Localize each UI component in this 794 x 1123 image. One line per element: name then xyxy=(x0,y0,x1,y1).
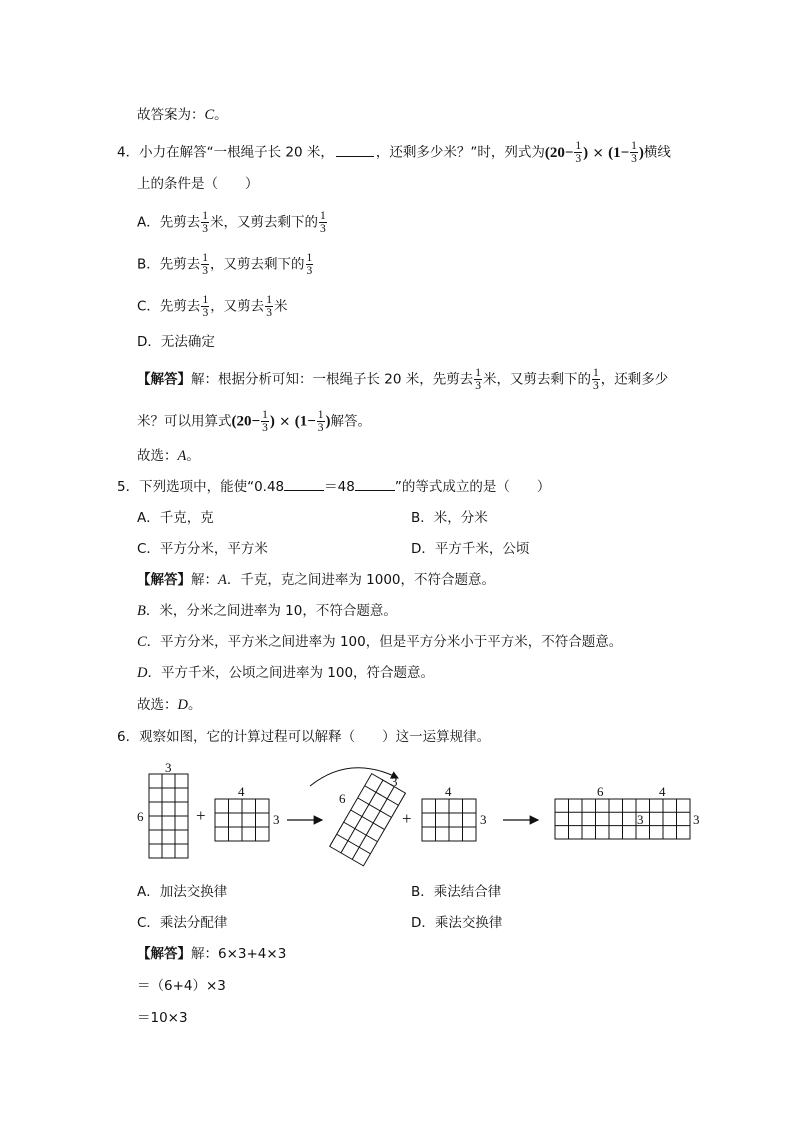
label-6: 6 xyxy=(597,784,604,799)
q4-option-b xyxy=(137,252,314,277)
paren-open: ( xyxy=(544,144,550,161)
q5-solution-line-3 xyxy=(137,632,622,652)
answer-q5 xyxy=(137,695,201,715)
option-letter: A xyxy=(218,572,227,588)
q5-option-d xyxy=(411,539,529,559)
q5-text-a: 下列选项中，能使“0.48 xyxy=(139,479,285,495)
option-text: B．米，分米 xyxy=(411,510,488,526)
option-text: C．先剪去 xyxy=(137,298,201,315)
question-number: 4． xyxy=(117,144,140,161)
q6-option-b xyxy=(411,882,501,902)
label-6: 6 xyxy=(339,791,346,806)
option-text: A．先剪去 xyxy=(137,214,201,231)
grid-10-by-3 xyxy=(555,799,690,839)
q5-text-c: ”的等式成立的是（ ） xyxy=(394,479,551,495)
fraction-one-third: $\frac{1}{3}$ xyxy=(202,252,209,277)
fraction-one-third: $\frac{1}{3}$ xyxy=(575,140,582,165)
fraction-one-third: $\frac{1}{3}$ xyxy=(202,294,209,319)
label-4: 4 xyxy=(445,784,452,799)
fill-blank xyxy=(284,478,324,491)
option-text: D．乘法交换律 xyxy=(411,915,503,931)
option-text: D．平方千米，公顷 xyxy=(411,541,530,557)
answer-label: 故选： xyxy=(137,697,178,713)
paren-close: ) xyxy=(638,144,644,161)
solution-text: 米，又剪去剩下的 xyxy=(483,371,592,388)
solution-text: 解： xyxy=(191,572,218,588)
q6-solution-line-3 xyxy=(137,1008,188,1028)
paren-open: ( xyxy=(231,413,237,430)
label-3: 3 xyxy=(693,812,700,827)
grid-figure xyxy=(130,758,710,870)
fraction-one-third: $\frac{1}{3}$ xyxy=(593,367,599,392)
solution-text: 解：根据分析可知：一根绳子长 20 米，先剪去 xyxy=(191,371,474,388)
q4-text-tail: 横线 xyxy=(643,144,671,161)
answer-q3-label: 故答案为： xyxy=(137,107,205,123)
solution-text: ．千克，克之间进率为 1000，不符合题意。 xyxy=(226,572,496,588)
fraction-one-third: $\frac{1}{3}$ xyxy=(306,252,313,277)
period: 。 xyxy=(187,697,202,713)
fraction-one-third: $\frac{1}{3}$ xyxy=(266,294,272,319)
q5-solution-line-2 xyxy=(137,601,397,621)
number-20: 20 xyxy=(236,413,252,430)
option-text: 米 xyxy=(273,298,288,315)
label-6: 6 xyxy=(137,809,144,824)
option-text: A．千克，克 xyxy=(137,510,214,526)
q4-option-d xyxy=(137,332,215,352)
q6-solution-line-1 xyxy=(137,944,286,964)
times-sign: × xyxy=(592,144,604,161)
q5-option-a xyxy=(137,508,214,528)
fraction-one-third: $\frac{1}{3}$ xyxy=(317,409,324,434)
solution-text: ＝（6+4）×3 xyxy=(137,978,226,994)
label-3: 3 xyxy=(273,812,280,827)
times-sign: × xyxy=(279,413,291,430)
option-text: D．无法确定 xyxy=(137,334,215,350)
plus-sign: + xyxy=(196,806,206,825)
option-letter: C xyxy=(137,634,147,650)
grid-4-by-3 xyxy=(422,799,476,841)
q4-option-a xyxy=(137,210,328,235)
period: 。 xyxy=(186,448,200,464)
q4-text-a: 小力在解答“一根绳子长 20 米， xyxy=(139,144,334,161)
label-3: 3 xyxy=(637,812,644,827)
minus-sign: − xyxy=(564,144,574,161)
q6-option-d xyxy=(411,913,502,933)
fill-blank xyxy=(355,478,395,491)
minus-sign: − xyxy=(307,413,316,430)
q4-text-b: ，还剩多少米？”时，列式为 xyxy=(375,144,545,161)
label-3: 3 xyxy=(165,760,172,775)
question-6 xyxy=(117,727,490,747)
q4-expression xyxy=(544,140,644,165)
paren-close: ) xyxy=(269,413,275,430)
answer-q4 xyxy=(137,446,200,466)
paren-open: ( xyxy=(294,413,300,430)
paren-close: ) xyxy=(583,144,589,161)
fraction-one-third: $\frac{1}{3}$ xyxy=(202,210,208,235)
plus-sign: + xyxy=(402,809,412,828)
q5-option-c xyxy=(137,539,268,559)
option-text: A．加法交换律 xyxy=(137,884,228,900)
option-letter: D xyxy=(137,665,148,681)
label-4: 4 xyxy=(659,784,666,799)
answer-label: 故选： xyxy=(137,448,178,464)
q5-option-b xyxy=(411,508,488,528)
solution-text: 米？可以用算式 xyxy=(137,413,232,430)
q6-solution-line-2 xyxy=(137,976,226,996)
grid-3-by-6 xyxy=(149,774,188,858)
option-text: B．先剪去 xyxy=(137,256,201,273)
label-3: 3 xyxy=(391,774,398,789)
number-1: 1 xyxy=(613,144,621,161)
solution-tag: 【解答】 xyxy=(137,572,191,588)
solution-text: ．米，分米之间进率为 10，不符合题意。 xyxy=(145,603,397,619)
q6-option-a xyxy=(137,882,227,902)
number-1: 1 xyxy=(299,413,308,430)
q5-solution-line-1 xyxy=(137,570,495,590)
question-5 xyxy=(117,477,550,497)
answer-q3-letter: C xyxy=(204,107,215,123)
q4-solution-line-1 xyxy=(137,367,668,392)
q6-option-c xyxy=(137,913,227,933)
q4-solution-line-2 xyxy=(137,409,371,434)
solution-tag: 【解答】 xyxy=(137,371,191,388)
minus-sign: − xyxy=(620,144,630,161)
answer-q3 xyxy=(137,105,228,125)
fill-blank xyxy=(336,144,374,157)
paren-close: ) xyxy=(325,413,331,430)
q5-solution-line-4 xyxy=(137,663,434,683)
q6-text: 观察如图，它的计算过程可以解释（ ）这一运算规律。 xyxy=(139,729,491,745)
solution-text: ．平方千米，公顷之间进率为 100，符合题意。 xyxy=(147,665,435,681)
q4-option-c xyxy=(137,294,287,319)
number-20: 20 xyxy=(549,144,565,161)
option-text: ，又剪去 xyxy=(210,298,265,315)
paren-open: ( xyxy=(608,144,614,161)
option-text: C．平方分米，平方米 xyxy=(137,541,268,557)
question-4-line-1 xyxy=(117,140,671,165)
label-3: 3 xyxy=(480,812,487,827)
solution-text: 解答。 xyxy=(330,413,372,430)
grid-4-by-3 xyxy=(215,799,269,841)
minus-sign: − xyxy=(251,413,261,430)
answer-letter: A xyxy=(177,448,187,464)
option-letter: B xyxy=(137,603,146,619)
solution-text: 解：6×3+4×3 xyxy=(191,946,287,962)
fraction-one-third: $\frac{1}{3}$ xyxy=(475,367,482,392)
fraction-one-third: $\frac{1}{3}$ xyxy=(262,409,268,434)
question-number: 5． xyxy=(117,479,140,495)
q4-text-line2: 上的条件是（ ） xyxy=(137,176,259,192)
label-4: 4 xyxy=(238,784,245,799)
solution-text: ＝10×3 xyxy=(137,1010,188,1026)
solution-tag: 【解答】 xyxy=(137,946,191,962)
q5-text-b: ＝48 xyxy=(324,479,355,495)
option-text: 米，又剪去剩下的 xyxy=(210,214,318,231)
option-text: C．乘法分配律 xyxy=(137,915,228,931)
period: 。 xyxy=(214,107,228,123)
fraction-one-third: $\frac{1}{3}$ xyxy=(631,140,637,165)
answer-letter: D xyxy=(177,697,188,713)
option-text: ，又剪去剩下的 xyxy=(210,256,305,273)
option-text: B．乘法结合律 xyxy=(411,884,502,900)
question-4-line-2 xyxy=(137,174,259,194)
rotate-arrow-icon xyxy=(310,768,398,786)
fraction-one-third: $\frac{1}{3}$ xyxy=(320,210,326,235)
question-number: 6． xyxy=(117,729,140,745)
solution-text: ．平方分米，平方米之间进率为 100，但是平方分米小于平方米，不符合题意。 xyxy=(146,634,623,650)
solution-text: ，还剩多少 xyxy=(600,371,669,388)
